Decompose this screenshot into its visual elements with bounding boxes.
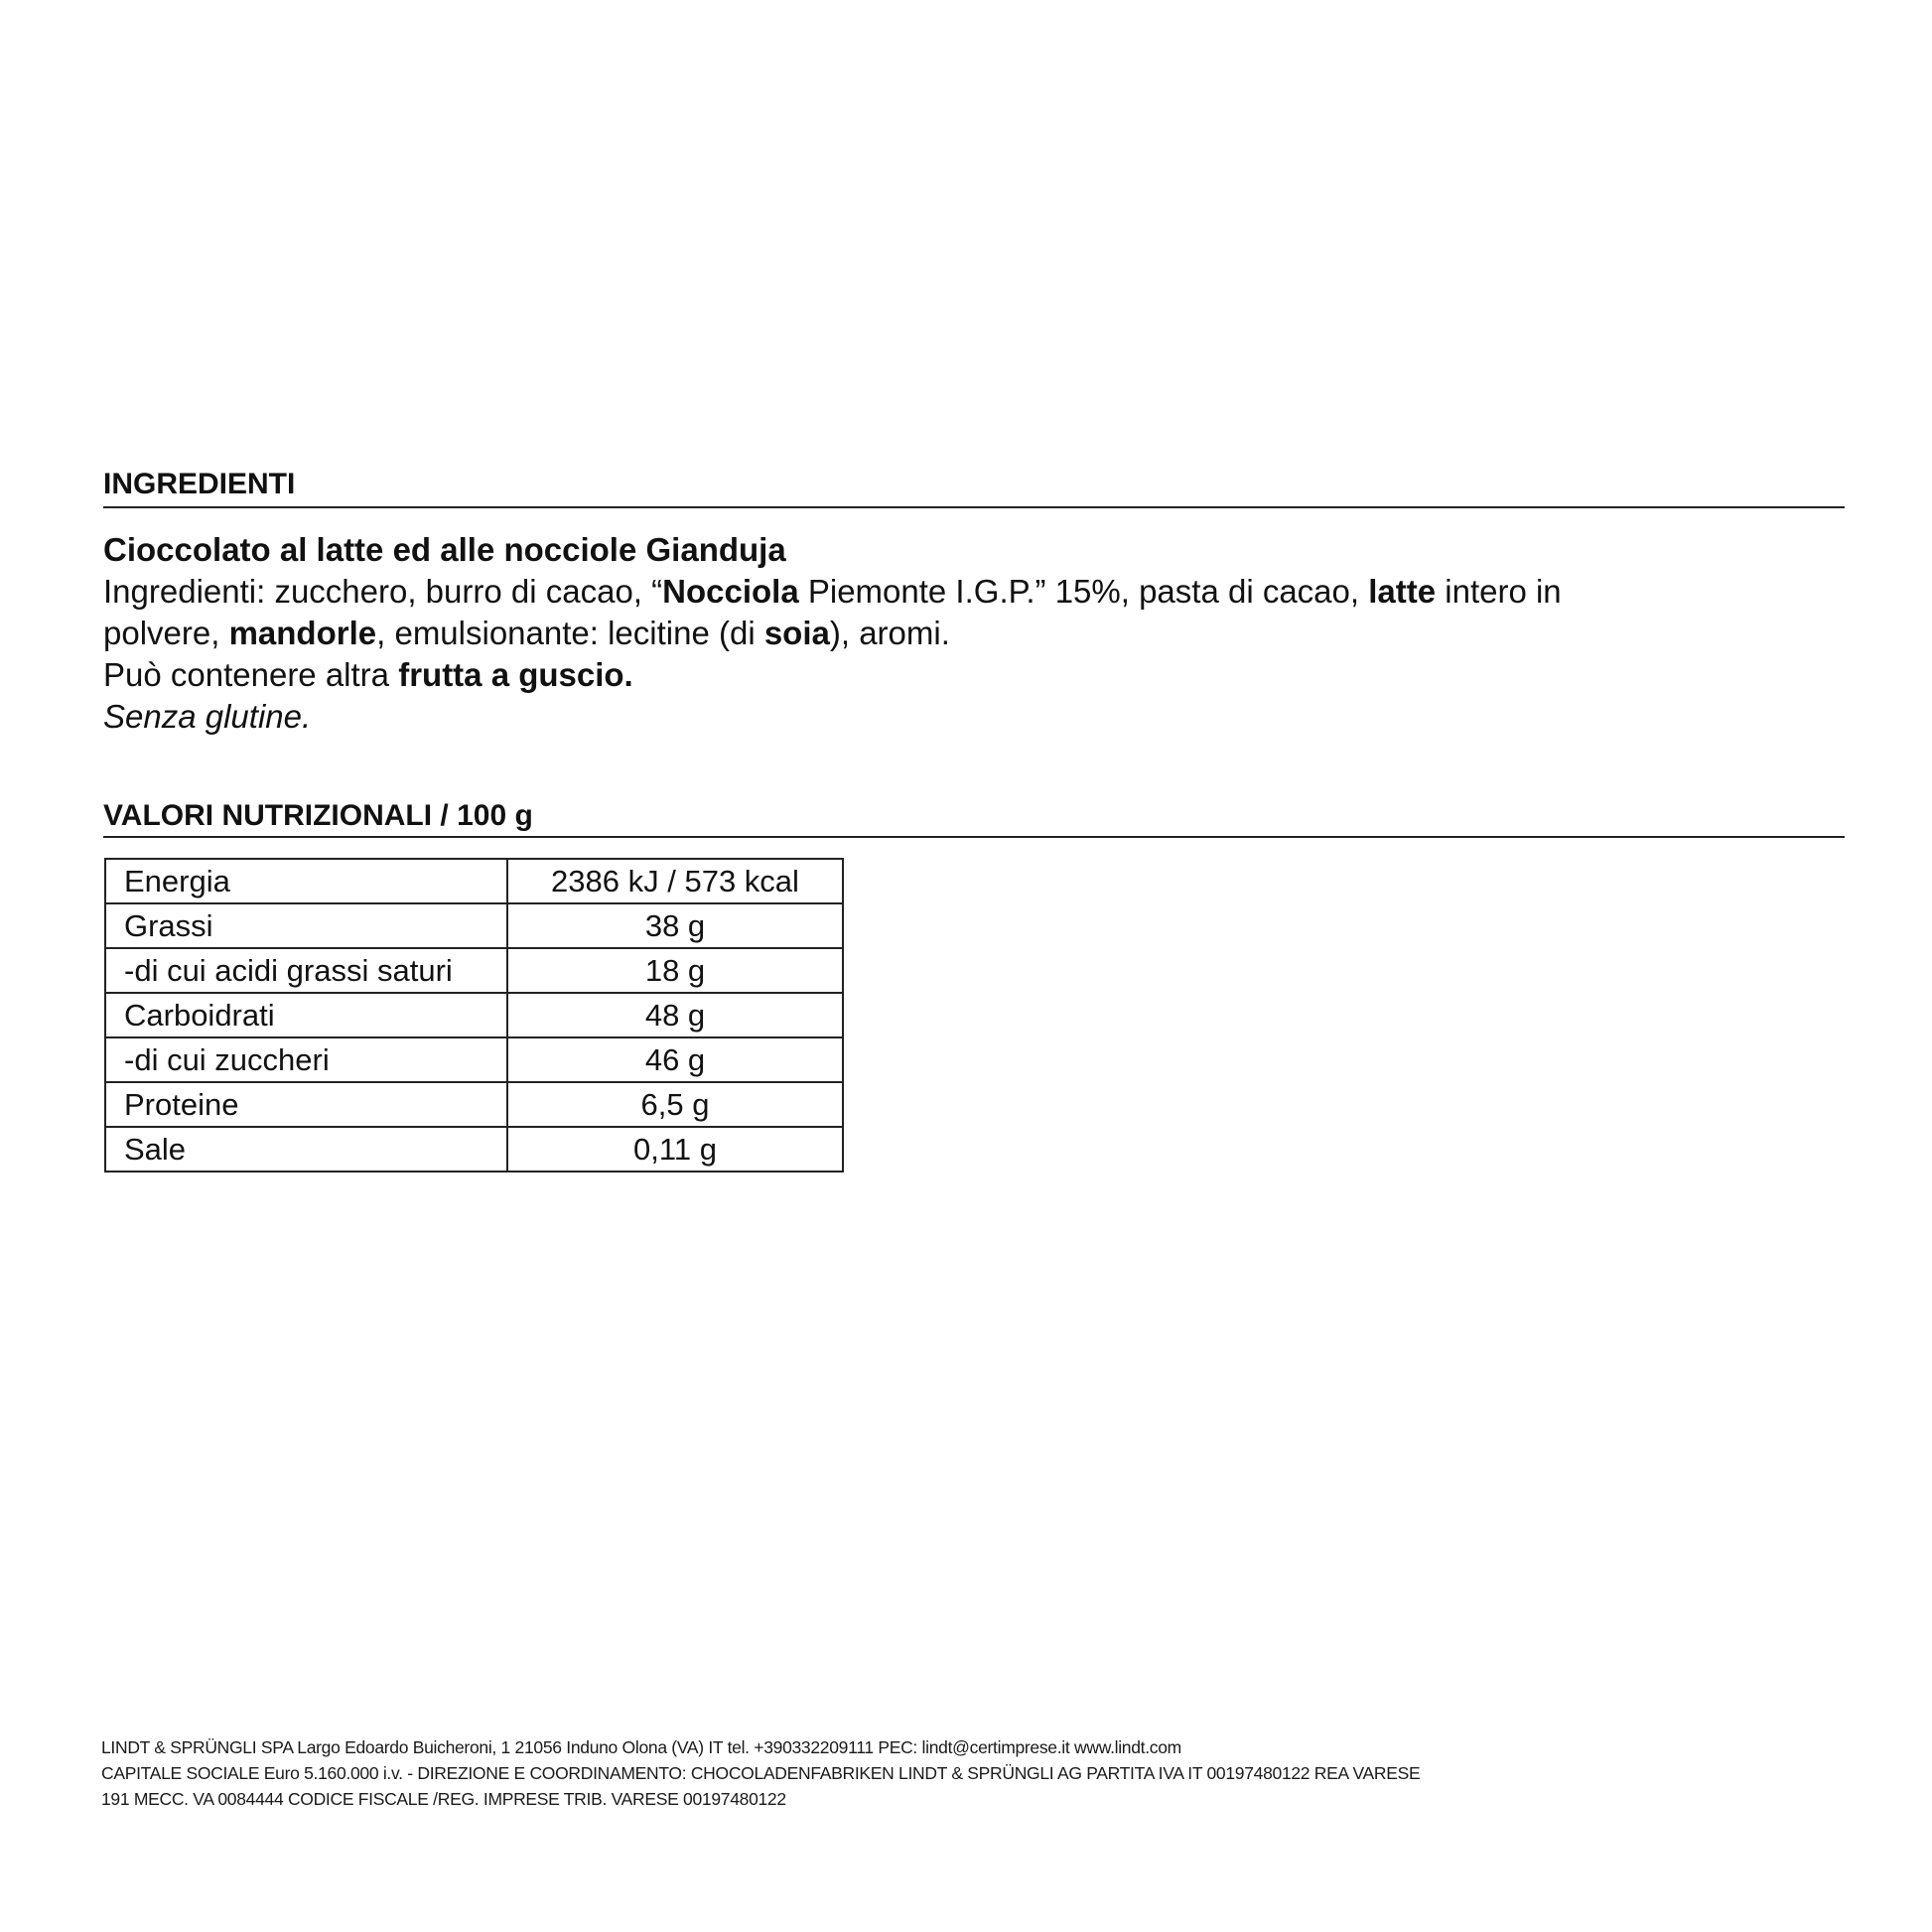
nutrient-value: 48 g bbox=[507, 993, 843, 1037]
nutrient-value: 0,11 g bbox=[507, 1127, 843, 1172]
footer-line-3: 191 MECC. VA 0084444 CODICE FISCALE /REG. IMPRESE TRIB. VARESE 00197480122 bbox=[101, 1789, 786, 1809]
ingredients-part-3: intero in bbox=[1436, 573, 1562, 610]
nutrition-heading: VALORI NUTRIZIONALI / 100 g bbox=[103, 799, 533, 832]
ingredients-divider bbox=[103, 506, 1845, 508]
nutrient-value: 2386 kJ / 573 kcal bbox=[507, 859, 843, 903]
footer-line-1: LINDT & SPRÜNGLI SPA Largo Edoardo Buicheroni, 1 21056 Induno Olona (VA) IT tel. +390332209111 PEC: lindt@certimprese.it www.lindt.com bbox=[101, 1737, 1181, 1757]
ingredients-block bbox=[103, 529, 1841, 738]
nutrient-value: 38 g bbox=[507, 903, 843, 948]
nutrient-label: -di cui acidi grassi saturi bbox=[105, 948, 507, 993]
allergen-hazelnut: Nocciola bbox=[662, 573, 799, 610]
table-row bbox=[105, 1082, 843, 1127]
ingredients-part-5: , emulsionante: lecitine (di bbox=[376, 615, 764, 651]
ingredients-part-4: polvere, bbox=[103, 615, 229, 651]
nutrient-label: Proteine bbox=[105, 1082, 507, 1127]
nutrient-value: 18 g bbox=[507, 948, 843, 993]
gluten-free-note: Senza glutine. bbox=[103, 698, 312, 735]
ingredients-heading: INGREDIENTI bbox=[103, 468, 296, 500]
nutrient-label: Energia bbox=[105, 859, 507, 903]
may-contain-prefix: Può contenere altra bbox=[103, 656, 399, 693]
table-row bbox=[105, 903, 843, 948]
allergen-milk: latte bbox=[1368, 573, 1437, 610]
nutrient-value: 46 g bbox=[507, 1037, 843, 1082]
ingredients-part-6: ), aromi. bbox=[829, 615, 950, 651]
table-row bbox=[105, 993, 843, 1037]
nutrient-label: Sale bbox=[105, 1127, 507, 1172]
may-contain-note bbox=[103, 654, 1841, 696]
table-row bbox=[105, 1127, 843, 1172]
company-footer bbox=[101, 1734, 1868, 1812]
nutrient-label: Carboidrati bbox=[105, 993, 507, 1037]
product-name: Cioccolato al latte ed alle nocciole Gianduja bbox=[103, 531, 786, 568]
nutrient-label: Grassi bbox=[105, 903, 507, 948]
nutrition-divider bbox=[103, 836, 1845, 838]
nutrient-label: -di cui zuccheri bbox=[105, 1037, 507, 1082]
allergen-almonds: mandorle bbox=[228, 615, 377, 651]
ingredients-prefix: Ingredienti: zucchero, burro di cacao, “ bbox=[103, 573, 663, 610]
nutrition-table bbox=[104, 858, 844, 1173]
footer-line-2: CAPITALE SOCIALE Euro 5.160.000 i.v. - DIREZIONE E COORDINAMENTO: CHOCOLADENFABRIKEN LINDT & SPRÜNGLI AG PARTITA IVA IT 00197480122 REA VARESE bbox=[101, 1763, 1421, 1783]
allergen-soy: soia bbox=[763, 615, 830, 651]
ingredients-line-2 bbox=[103, 613, 1841, 654]
allergen-nuts: frutta a guscio. bbox=[398, 656, 633, 693]
table-row bbox=[105, 859, 843, 903]
table-row bbox=[105, 1037, 843, 1082]
nutrient-value: 6,5 g bbox=[507, 1082, 843, 1127]
ingredients-part-2: Piemonte I.G.P.” 15%, pasta di cacao, bbox=[798, 573, 1369, 610]
table-row bbox=[105, 948, 843, 993]
ingredients-line-1 bbox=[103, 571, 1841, 613]
